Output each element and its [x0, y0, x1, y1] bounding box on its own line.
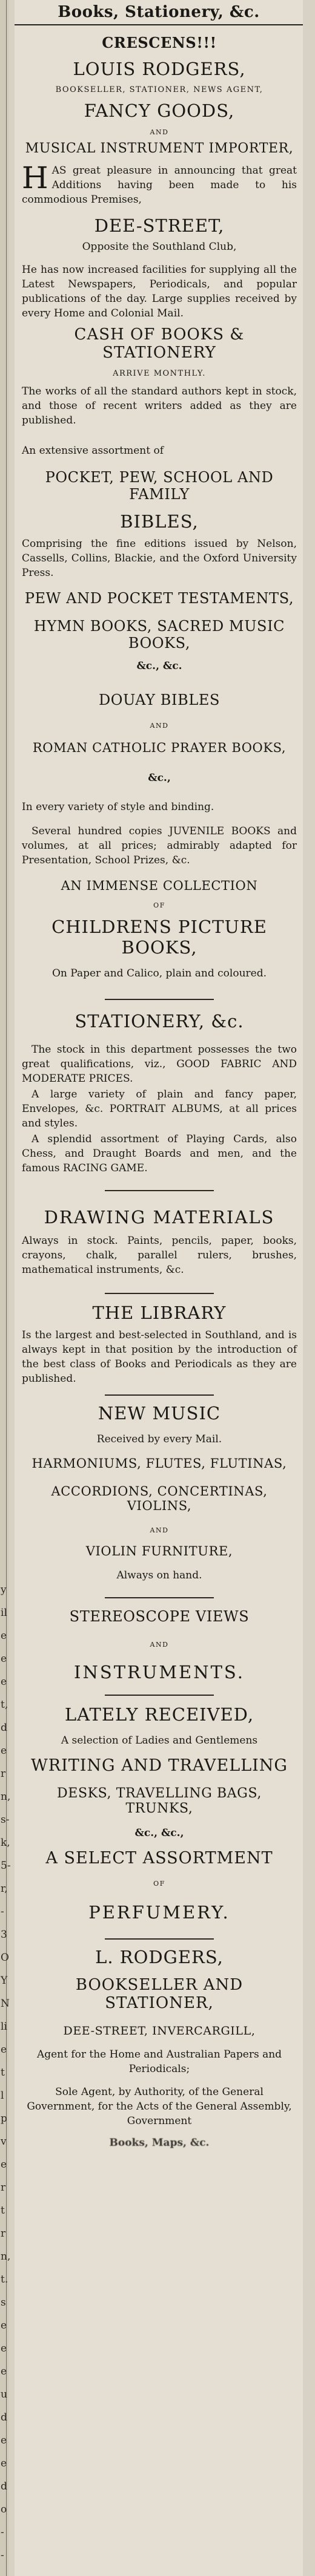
margin-fragment: e — [1, 1745, 7, 1757]
newspaper-column — [15, 0, 303, 2576]
margin-fragment: r, — [1, 1883, 8, 1895]
margin-fragment: li — [1, 2021, 7, 2033]
margin-fragment: il — [1, 1607, 7, 1619]
margin-fragment: e — [1, 1653, 7, 1665]
standard-authors: The works of all the standard authors kept in stock, and those of recent writers added as they are published. — [22, 385, 297, 427]
childrens-books: CHILDRENS PICTURE BOOKS, — [51, 917, 267, 958]
divider-5 — [105, 1597, 214, 1598]
perfumery: PERFUMERY. — [88, 1902, 230, 1923]
etc-1: &c., &c. — [136, 660, 182, 672]
opposite-club: Opposite the Southland Club, — [82, 241, 237, 253]
column-rule — [6, 0, 7, 2576]
select-assortment: A SELECT ASSORTMENT — [45, 1849, 273, 1868]
margin-fragment: p — [1, 2113, 7, 2125]
extensive-assortment: An extensive assortment of — [22, 445, 164, 457]
margin-fragment: d — [1, 2480, 7, 2493]
margin-fragment: l — [1, 2090, 4, 2102]
margin-fragment: n, — [1, 2251, 11, 2263]
ladies-selection: A selection of Ladies and Gentlemens — [61, 1734, 258, 1747]
margin-fragment: - — [1, 2549, 4, 2561]
margin-fragment: e — [1, 2319, 7, 2332]
margin-fragment: e — [1, 2434, 7, 2447]
street-address: DEE-STREET, — [94, 215, 225, 236]
margin-fragment: e — [1, 1676, 7, 1688]
new-music-heading: NEW MUSIC — [98, 1403, 221, 1424]
margin-fragment: e — [1, 2365, 7, 2378]
margin-fragment: e — [1, 2159, 7, 2171]
announcement-text: AS great pleasure in announcing that great Additions having been made to his commodious Premises, — [22, 165, 297, 206]
section-header: Books, Stationery, &c. — [15, 0, 303, 25]
immense-collection: AN IMMENSE COLLECTION — [61, 878, 258, 893]
margin-fragment: 5- — [1, 1860, 11, 1872]
received-mail: Received by every Mail. — [96, 1433, 222, 1445]
margin-fragment: u — [1, 2388, 7, 2401]
stock-qualifications: The stock in this department possesses the two great qualifications, viz., GOOD FABRIC AND MODERATE PRICES. — [22, 1044, 297, 1085]
arrive-monthly: ARRIVE MONTHLY. — [113, 369, 206, 378]
margin-fragment: t — [1, 2067, 5, 2079]
margin-fragment: s — [1, 2296, 6, 2309]
margin-fragment: t, — [1, 1699, 8, 1711]
l-rodgers: L. RODGERS, — [95, 1947, 224, 1967]
style-binding: In every variety of style and binding. — [22, 801, 214, 813]
library-text: Is the largest and best-selected in Southland, and is always kept in that position by the introduction of the best class of Books and Periodicals as they are published. — [22, 1329, 297, 1385]
and-line-4: AND — [150, 1641, 169, 1649]
of-line: OF — [153, 901, 165, 909]
violin-furniture: VIOLIN FURNITURE, — [85, 1544, 233, 1558]
margin-fragment: v — [1, 2136, 7, 2148]
home-agent: Agent for the Home and Australian Papers and Periodicals; — [36, 2048, 282, 2075]
and-line-3: AND — [150, 1526, 169, 1534]
margin-fragment: - — [1, 2526, 4, 2538]
divider-2 — [105, 1190, 214, 1191]
margin-fragment: s- — [1, 1814, 10, 1826]
desks-bags: DESKS, TRAVELLING BAGS, TRUNKS, — [57, 1786, 262, 1816]
advertisement — [15, 34, 303, 2150]
margin-fragment: k, — [1, 1837, 10, 1849]
divider-6 — [105, 1695, 214, 1696]
occupations: BOOKSELLER, STATIONER, NEWS AGENT, — [55, 85, 264, 94]
margin-fragment: e — [1, 2457, 7, 2470]
douay-bibles: DOUAY BIBLES — [98, 691, 220, 708]
etc-2: &c., — [148, 772, 171, 784]
margin-fragment: d — [1, 1722, 7, 1734]
drop-cap: H — [22, 160, 48, 195]
margin-fragment: r — [1, 1768, 6, 1780]
fancy-goods: FANCY GOODS, — [84, 100, 235, 121]
margin-fragment: r — [1, 2228, 6, 2240]
and-line: AND — [150, 128, 169, 136]
drawing-text: Always in stock. Paints, pencils, paper, books, crayons, chalk, parallel rulers, brushes, mathematical instruments, &c. — [22, 1235, 297, 1276]
of-line-2: OF — [153, 1880, 165, 1888]
hymn-books: HYMN BOOKS, SACRED MUSIC BOOKS, — [33, 618, 285, 652]
divider-7 — [105, 1938, 214, 1940]
margin-fragment: d — [1, 2411, 7, 2424]
instruments: INSTRUMENTS. — [74, 1662, 245, 1682]
margin-fragment: - — [1, 1906, 4, 1918]
margin-fragment: Y — [1, 1975, 8, 1987]
cash-books-heading: CASH OF BOOKS & STATIONERY — [74, 325, 245, 362]
margin-fragment: 3 — [1, 1929, 7, 1941]
harmoniums: HARMONIUMS, FLUTES, FLUTINAS, — [31, 1456, 287, 1471]
lately-received: LATELY RECEIVED, — [64, 1704, 254, 1725]
dee-invercargill: DEE-STREET, INVERCARGILL, — [63, 2024, 256, 2038]
playing-cards: A splendid assortment of Playing Cards, also Chess, and Draught Boards and men, and the famous RACING GAME. — [22, 1133, 297, 1174]
margin-fragment: e — [1, 2044, 7, 2056]
margin-fragment: n, — [1, 1791, 11, 1803]
divider — [105, 999, 214, 1000]
crescens-heading: CRESCENS!!! — [102, 34, 217, 51]
musical-importer: MUSICAL INSTRUMENT IMPORTER, — [25, 141, 294, 156]
sole-agent: Sole Agent, by Authority, of the General Government, for the Acts of the General Assembly, Government — [27, 2086, 292, 2127]
etc-3: &c., &c., — [134, 1827, 184, 1839]
writing-travelling: WRITING AND TRAVELLING — [31, 1756, 288, 1775]
stationery-heading: STATIONERY, &c. — [75, 1011, 244, 1031]
margin-fragment: e — [1, 1630, 7, 1642]
divider-3 — [105, 1293, 214, 1294]
juvenile-books: Several hundred copies JUVENILE BOOKS and volumes, at all prices; admirably adapted for Presentation, School Prizes, &c. — [22, 825, 297, 866]
comprising-editions: Comprising the fine editions issued by Nelson, Cassells, Collins, Blackie, and the Oxford University Press. — [22, 538, 297, 579]
margin-fragment: e — [1, 2342, 7, 2355]
margin-fragment: r — [1, 2182, 6, 2194]
pocket-pew: POCKET, PEW, SCHOOL AND FAMILY — [45, 469, 274, 503]
margin-fragment: t. — [1, 2274, 8, 2286]
and-line-2: AND — [150, 722, 169, 730]
announcement — [22, 160, 297, 207]
margin-fragment: t — [1, 2205, 5, 2217]
margin-fragment: N — [1, 1998, 10, 2010]
stereoscope-views: STEREOSCOPE VIEWS — [69, 1608, 250, 1625]
divider-4 — [105, 1394, 214, 1396]
always-on-hand: Always on hand. — [116, 1569, 202, 1581]
margin-fragment: o — [1, 2503, 7, 2516]
accordions: ACCORDIONS, CONCERTINAS, VIOLINS, — [51, 1484, 268, 1513]
proprietor-name: LOUIS RODGERS, — [73, 59, 246, 79]
margin-fragment: y — [1, 1584, 7, 1596]
bookseller-stationer: BOOKSELLER AND STATIONER, — [75, 1976, 244, 2012]
library-heading: THE LIBRARY — [92, 1303, 227, 1323]
bibles: BIBLES, — [120, 511, 199, 532]
margin-fragment: O — [1, 1952, 9, 1964]
pew-testaments: PEW AND POCKET TESTAMENTS, — [24, 590, 294, 607]
envelopes-albums: A large variety of plain and fancy paper, Envelopes, &c. PORTRAIT ALBUMS, at all prices and styles. — [22, 1088, 297, 1129]
roman-catholic: ROMAN CATHOLIC PRAYER BOOKS, — [32, 740, 287, 755]
newspapers-text: He has now increased facilities for supplying all the Latest Newspapers, Periodicals, and popular publications of the day. Large supplies received by every Home and Colonial Mail. — [22, 264, 297, 319]
drawing-heading: DRAWING MATERIALS — [44, 1207, 275, 1228]
paper-calico: On Paper and Calico, plain and coloured. — [52, 967, 267, 979]
tail-line: Books, Maps, &c. — [109, 2137, 210, 2149]
